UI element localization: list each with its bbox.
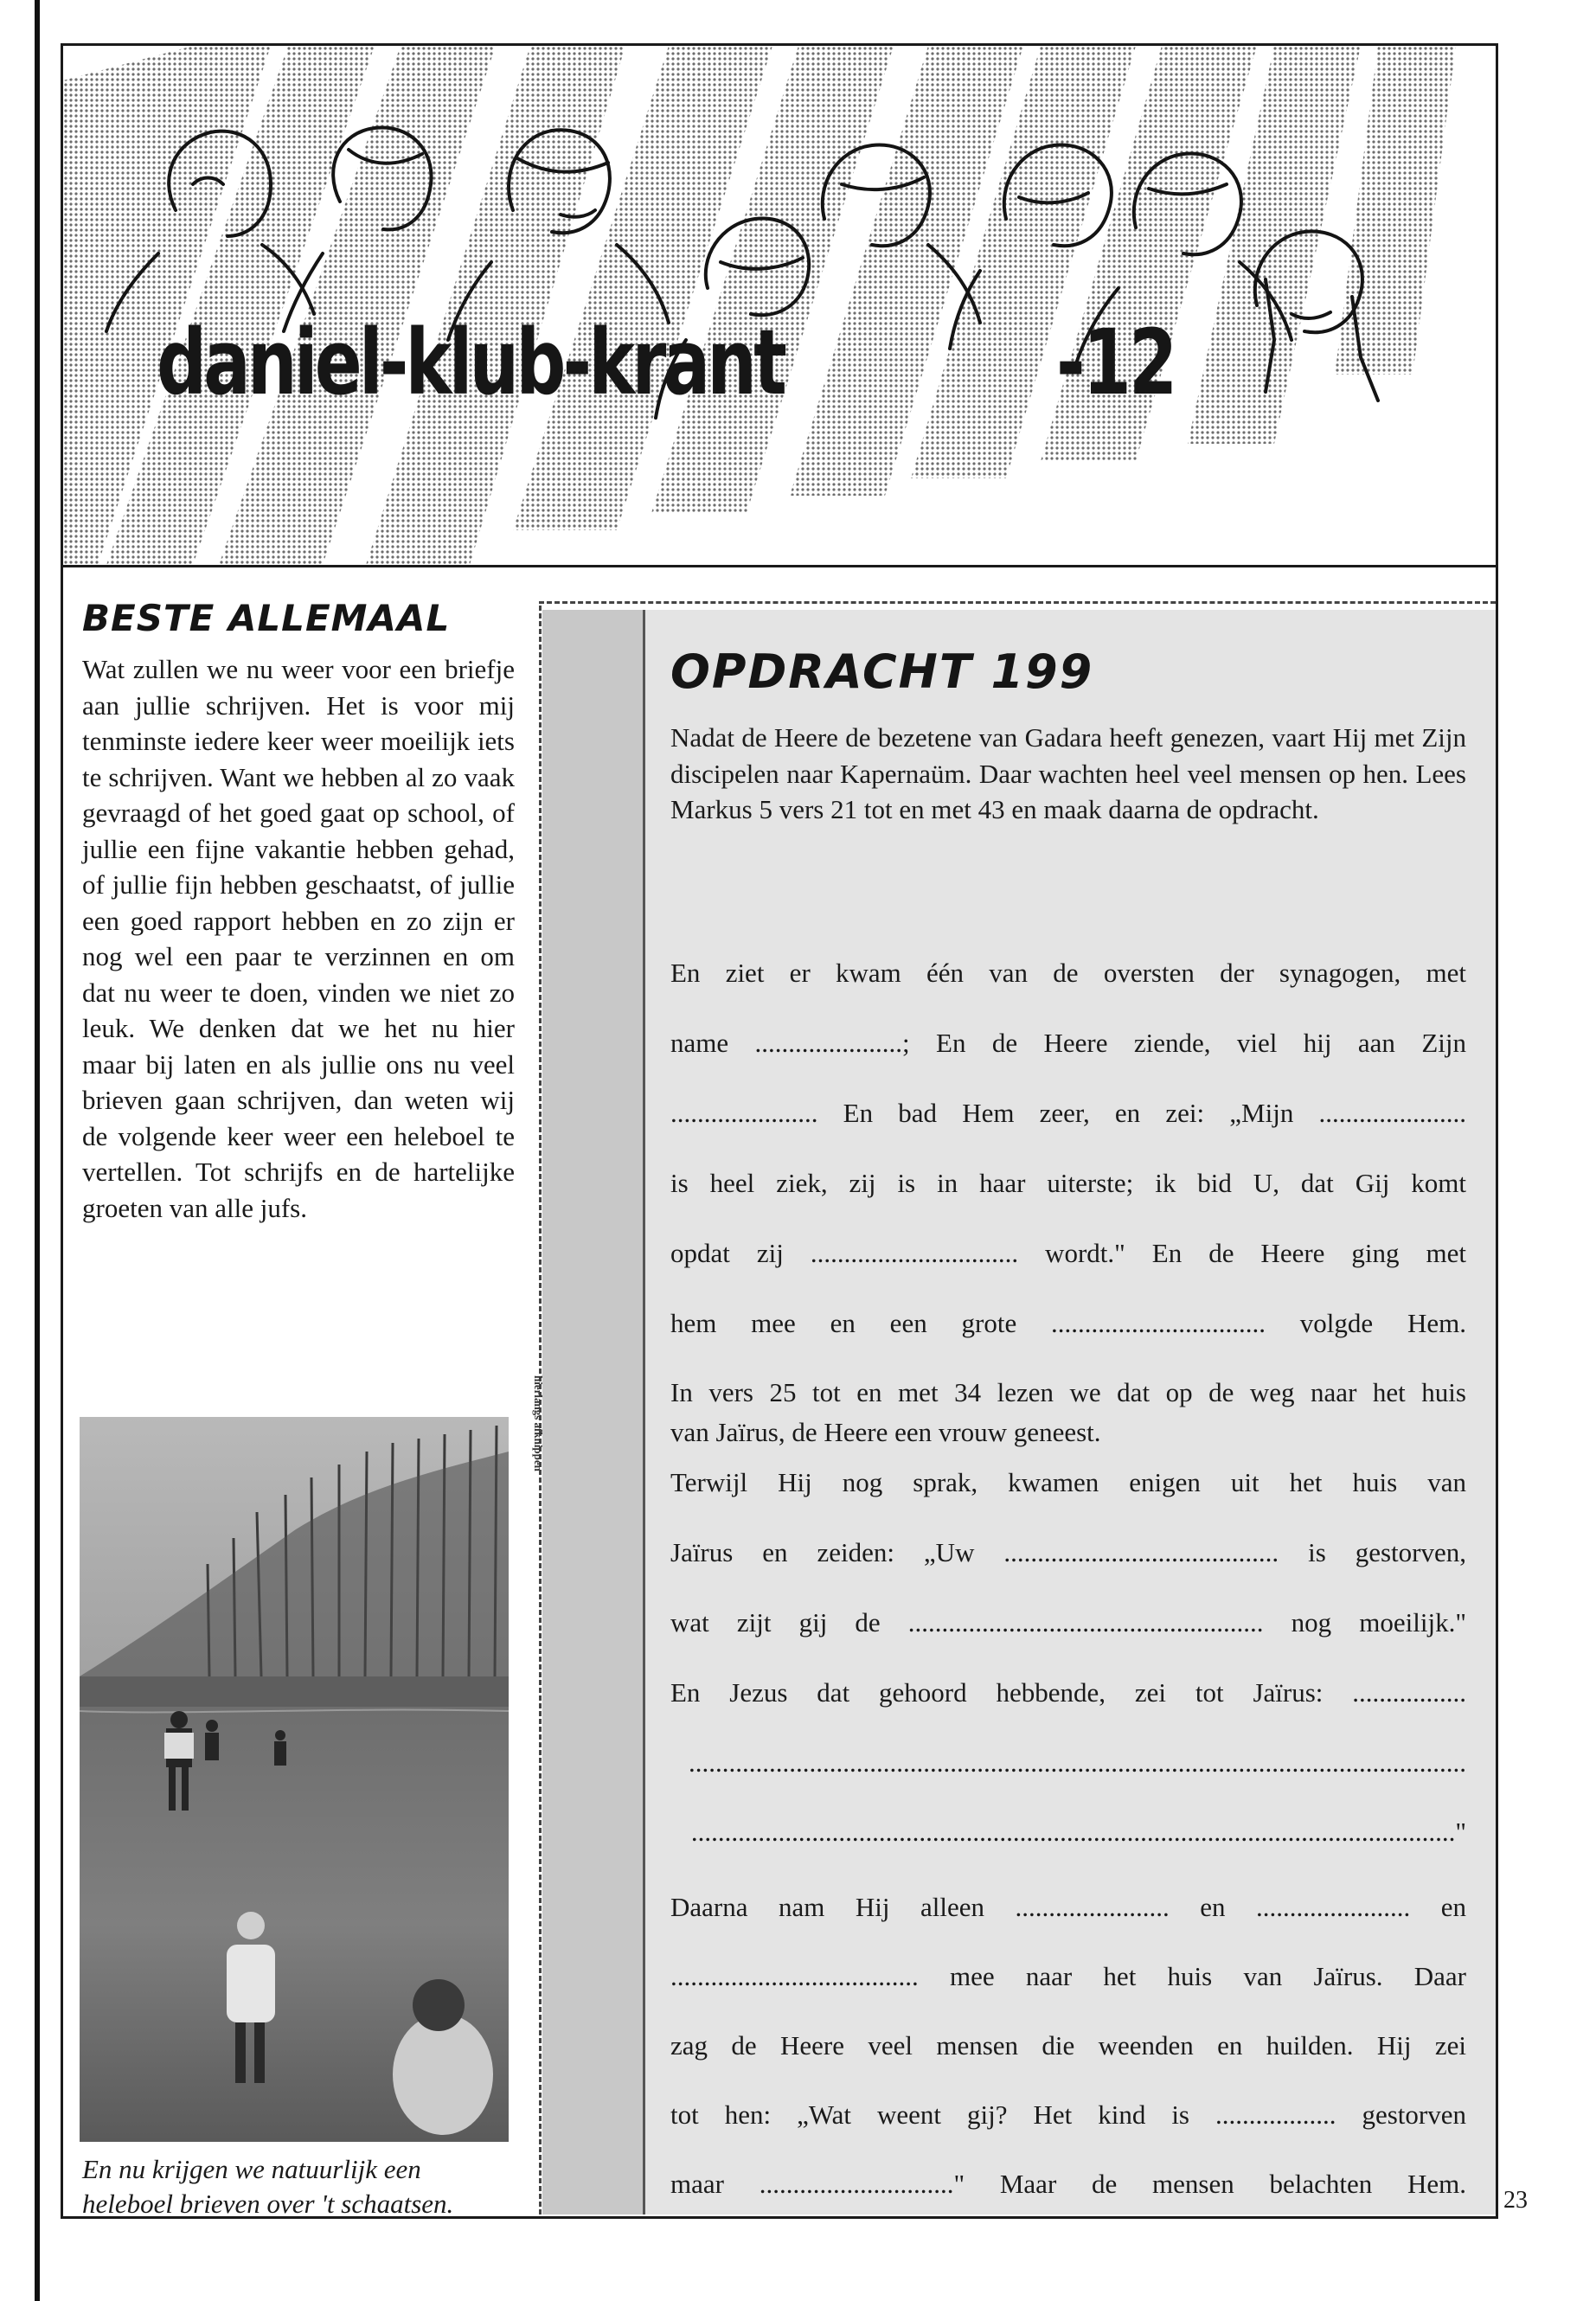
photo-caption: En nu krijgen we natuurlijk een heleboel brieven over 't schaatsen. (82, 2154, 454, 2219)
assignment-intro: Nadat de Heere de bezetene van Gadara heeft genezen, vaart Hij met Zijn discipelen naar Kapernaüm. Daar wachten heel veel mensen op hen. Lees Markus 5 vers 21 tot en met 43 en maak daarna de opdracht. (670, 722, 1466, 824)
fill-line: .................................................................................................................." (690, 1817, 1466, 1847)
fill-line: name ......................; En de Heere ziende, viel hij aan Zijn (670, 1028, 1466, 1058)
fill-line: wat zijt gij de ..................................................... nog moeilijk." (670, 1607, 1466, 1638)
fill-line: ..................................... mee naar het huis van Jaïrus. Daar (670, 1961, 1466, 1991)
fill-line: zag de Heere veel mensen die weenden en huilden. Hij zei (670, 2030, 1466, 2061)
fill-line: In vers 25 tot en met 34 lezen we dat op de weg naar het huis (670, 1377, 1466, 1407)
fill-line: En Jezus dat gehoord hebbende, zei tot Jaïrus: ................. (670, 1677, 1466, 1708)
masthead-title: daniel-klub-krant (157, 310, 785, 415)
fill-line: ...................... En bad Hem zeer, en zei: „Mijn ...................... (670, 1098, 1466, 1128)
letter-heading: BESTE ALLEMAAL (82, 597, 451, 639)
cut-label-side: hierlangs afknippen (532, 1375, 545, 1471)
fill-line: is heel ziek, zij is in haar uiterste; ik bid U, dat Gij komt (670, 1168, 1466, 1198)
page-number: 23 (1503, 2187, 1528, 2214)
grey-strip (542, 610, 643, 2214)
assignment-heading: OPDRACHT 199 (670, 644, 1094, 699)
letter-column (82, 597, 515, 1226)
fill-line: Terwijl Hij nog sprak, kwamen enigen uit het huis van (670, 1467, 1466, 1497)
cut-line-top (539, 601, 1496, 604)
fill-line: Jaïrus en zeiden: „Uw ......................................... is gestorven, (670, 1537, 1466, 1567)
binding-edge (35, 0, 40, 2301)
dotted-brush-strokes (63, 46, 1456, 565)
skating-photo (80, 1417, 509, 2142)
letter-body: Wat zullen we nu weer voor een briefje aan jullie schrijven. Het is voor mij tenminste iedere keer weer moeilijk iets te schrijven. Want we hebben al zo vaak gevraagd of het goed gaat op school, of jullie een fijne vakantie hebben gehad, of jullie fijn hebben geschaatst, of jullie een goed rapport hebben en zo zijn er nog wel een paar te verzinnen en om dat nu weer te doen, vinden we niet zo leuk. We denken dat we het nu hier maar bij laten en als jullie ons nu veel brieven gaan schrijven, dan weten wij de volgende keer weer een heleboel te vertellen. Tot schrijfs en de hartelijke groeten van alle jufs. (82, 654, 515, 1223)
fill-line: Daarna nam Hij alleen ....................... en ....................... en (670, 1892, 1466, 1922)
issue-number: -12 (1056, 310, 1176, 415)
fill-line: tot hen: „Wat weent gij? Het kind is .................. gestorven (670, 2099, 1466, 2130)
masthead (63, 46, 1496, 567)
fill-line: van Jaïrus, de Heere een vrouw geneest. (670, 1417, 1101, 1447)
fill-line: En ziet er kwam één van de oversten der synagogen, met (670, 958, 1466, 988)
masthead-illustration (63, 46, 1496, 565)
fill-line: hem mee en een grote ................................ volgde Hem. (670, 1308, 1466, 1338)
fill-line: .................................................................................................................... (689, 1747, 1466, 1778)
fill-line: maar ............................." Maar de mensen belachten Hem. (670, 2169, 1466, 2199)
fill-line: opdat zij ............................... wordt." En de Heere ging met (670, 1238, 1466, 1268)
